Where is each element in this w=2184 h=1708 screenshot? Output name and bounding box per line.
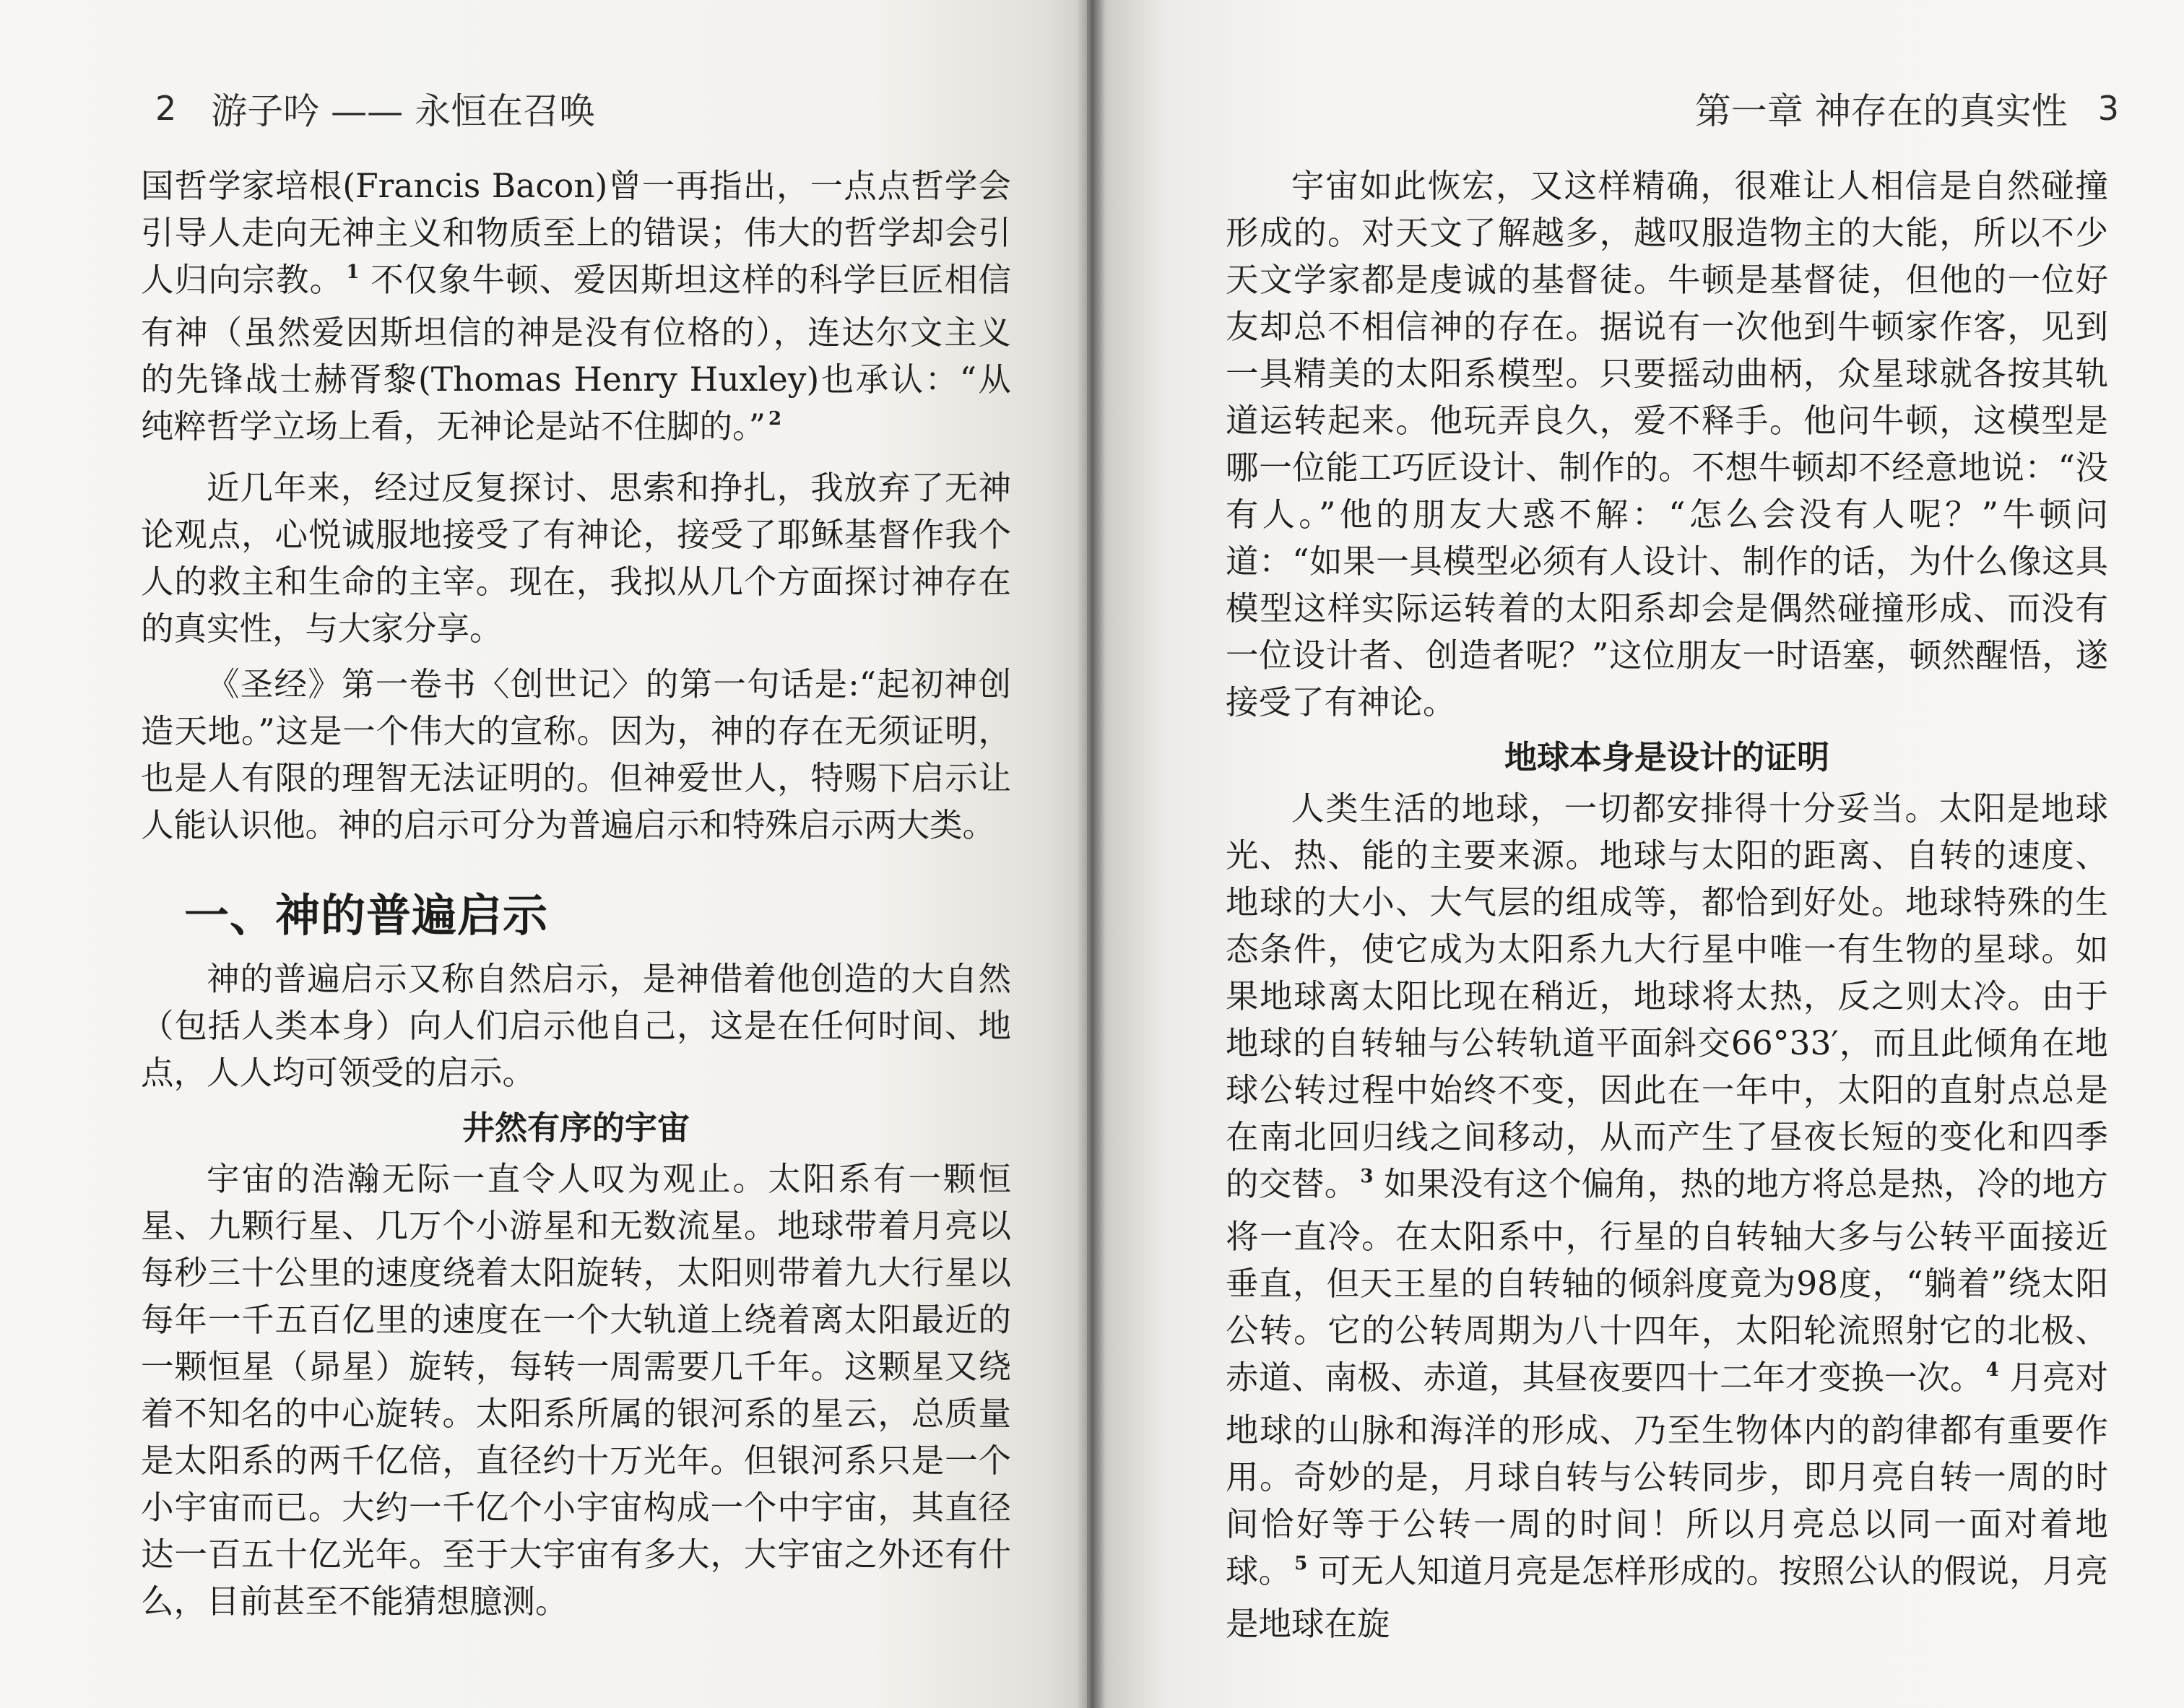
left-paragraph-1-text-a: 国哲学家培根(Francis Bacon)曾一再指出，一点点哲学会引导人走向无神主义和物质至上的错误；伟大的哲学却会引人归向宗教。 [141, 167, 1011, 299]
left-text-column [141, 162, 1011, 1634]
left-paragraph-1 [141, 162, 1011, 456]
right-paragraph-2-text-c: 月亮对地球的山脉和海洋的形成、乃至生物体内的韵律都有重要作用。奇妙的是，月球自转与公转同步，即月亮自转一周的时间恰好等于公转一周的时间！所以月亮总以同一面对着地球。 [1226, 1358, 2108, 1590]
section-heading: 一、神的普遍启示 [184, 889, 549, 942]
right-paragraph-1: 宇宙如此恢宏，又这样精确，很难让人相信是自然碰撞形成的。对天文了解越多，越叹服造物主的大能，所以不少天文学家都是虔诚的基督徒。牛顿是基督徒，但他的一位好友却总不相信神的存在。据说有一次他到牛顿家作客，见到一具精美的太阳系模型。只要摇动曲柄，众星球就各按其轨道运转起来。他玩弄良久，爱不释手。他问牛顿，这模型是哪一位能工巧匠设计、制作的。不想牛顿却不经意地说：“没有人。”他的朋友大惑不解：“怎么会没有人呢？”牛顿问道：“如果一具模型必须有人设计、制作的话，为什么像这具模型这样实际运转着的太阳系却会是偶然碰撞形成、而没有一位设计者、创造者呢？”这位朋友一时语塞，顿然醒悟，遂接受了有神论。 [1226, 167, 2108, 721]
left-paragraph-3: 《圣经》第一卷书〈创世记〉的第一句话是:“起初神创造天地。”这是一个伟大的宣称。因为，神的存在无须证明，也是人有限的理智无法证明的。但神爱世人，特赐下启示让人能认识他。神的启示可分为普遍启示和特殊启示两大类。 [141, 665, 1011, 844]
right-running-head-title: 第一章 神存在的真实性 [1694, 90, 2068, 132]
right-text-column [1226, 162, 2108, 1656]
left-page-number: 2 [155, 89, 177, 128]
book-gutter-shadow [1076, 0, 1105, 1708]
right-paragraph-2-text-a: 人类生活的地球，一切都安排得十分妥当。太阳是地球光、热、能的主要来源。地球与太阳的距离、自转的速度、地球的大小、大气层的组成等，都恰到好处。地球特殊的生态条件，使它成为太阳系九大行星中唯一有生物的星球。如果地球离太阳比现在稍近，地球将太热，反之则太冷。由于地球的自转轴与公转轨道平面斜交66°33′，而且此倾角在地球公转过程中始终不变，因此在一年中，太阳的直射点总是在南北回归线之间移动，从而产生了昼夜长短的变化和四季的交替。 [1226, 789, 2108, 1203]
footnote-marker-3: 3 [1360, 1166, 1374, 1187]
right-paragraph-2 [1226, 785, 2108, 1647]
left-running-head-title: 游子吟 —— 永恒在召唤 [211, 90, 596, 132]
footnote-marker-4: 4 [1985, 1359, 1999, 1381]
left-paragraph-1-text-b: 不仅象牛顿、爱因斯坦这样的科学巨匠相信有神（虽然爱因斯坦信的神是没有位格的），连达尔文主义的先锋战士赫胥黎(Thomas Henry Huxley)也承认：“从纯粹哲学立场上看，无神论是站不住脚的。” [141, 261, 1011, 446]
right-running-head [1695, 83, 2119, 134]
left-running-head [155, 83, 595, 134]
left-paragraph-4: 神的普遍启示又称自然启示，是神借着他创造的大自然（包括人类本身）向人们启示他自己，这是在任何时间、地点，人人均可领受的启示。 [141, 960, 1011, 1092]
footnote-marker-1: 1 [346, 261, 360, 283]
footnote-marker-5: 5 [1294, 1553, 1308, 1574]
right-page [1087, 0, 2184, 1708]
right-subheading: 地球本身是设计的证明 [1504, 738, 1829, 776]
left-paragraph-2: 近几年来，经过反复探讨、思索和挣扎，我放弃了无神论观点，心悦诚服地接受了有神论，接受了耶稣基督作我个人的救主和生命的主宰。现在，我拟从几个方面探讨神存在的真实性，与大家分享。 [141, 469, 1011, 648]
footnote-marker-2: 2 [768, 408, 782, 430]
right-paragraph-2-text-d: 可无人知道月亮是怎样形成的。按照公认的假说，月亮是地球在旋 [1226, 1552, 2108, 1643]
left-paragraph-5: 宇宙的浩瀚无际一直令人叹为观止。太阳系有一颗恒星、九颗行星、几万个小游星和无数流星。地球带着月亮以每秒三十公里的速度绕着太阳旋转，太阳则带着九大行星以每年一千五百亿里的速度在一个大轨道上绕着离太阳最近的一颗恒星（昴星）旋转，每转一周需要几千年。这颗星又绕着不知名的中心旋转。太阳系所属的银河系的星云，总质量是太阳系的两千亿倍，直径约十万光年。但银河系只是一个小宇宙而已。大约一千亿个小宇宙构成一个中宇宙，其直径达一百五十亿光年。至于大宇宙有多大，大宇宙之外还有什么，目前甚至不能猜想臆测。 [141, 1160, 1011, 1621]
left-page [0, 0, 1087, 1708]
right-page-number: 3 [2097, 89, 2119, 128]
left-subheading: 井然有序的宇宙 [462, 1109, 690, 1147]
right-paragraph-2-text-b: 如果没有这个偏角，热的地方将总是热，冷的地方将一直冷。在太阳系中，行星的自转轴大多与公转平面接近垂直，但天王星的自转轴的倾斜度竟为98度，“躺着”绕太阳公转。它的公转周期为八十四年，太阳轮流照射它的北极、赤道、南极、赤道，其昼夜要四十二年才变换一次。 [1226, 1165, 2108, 1397]
